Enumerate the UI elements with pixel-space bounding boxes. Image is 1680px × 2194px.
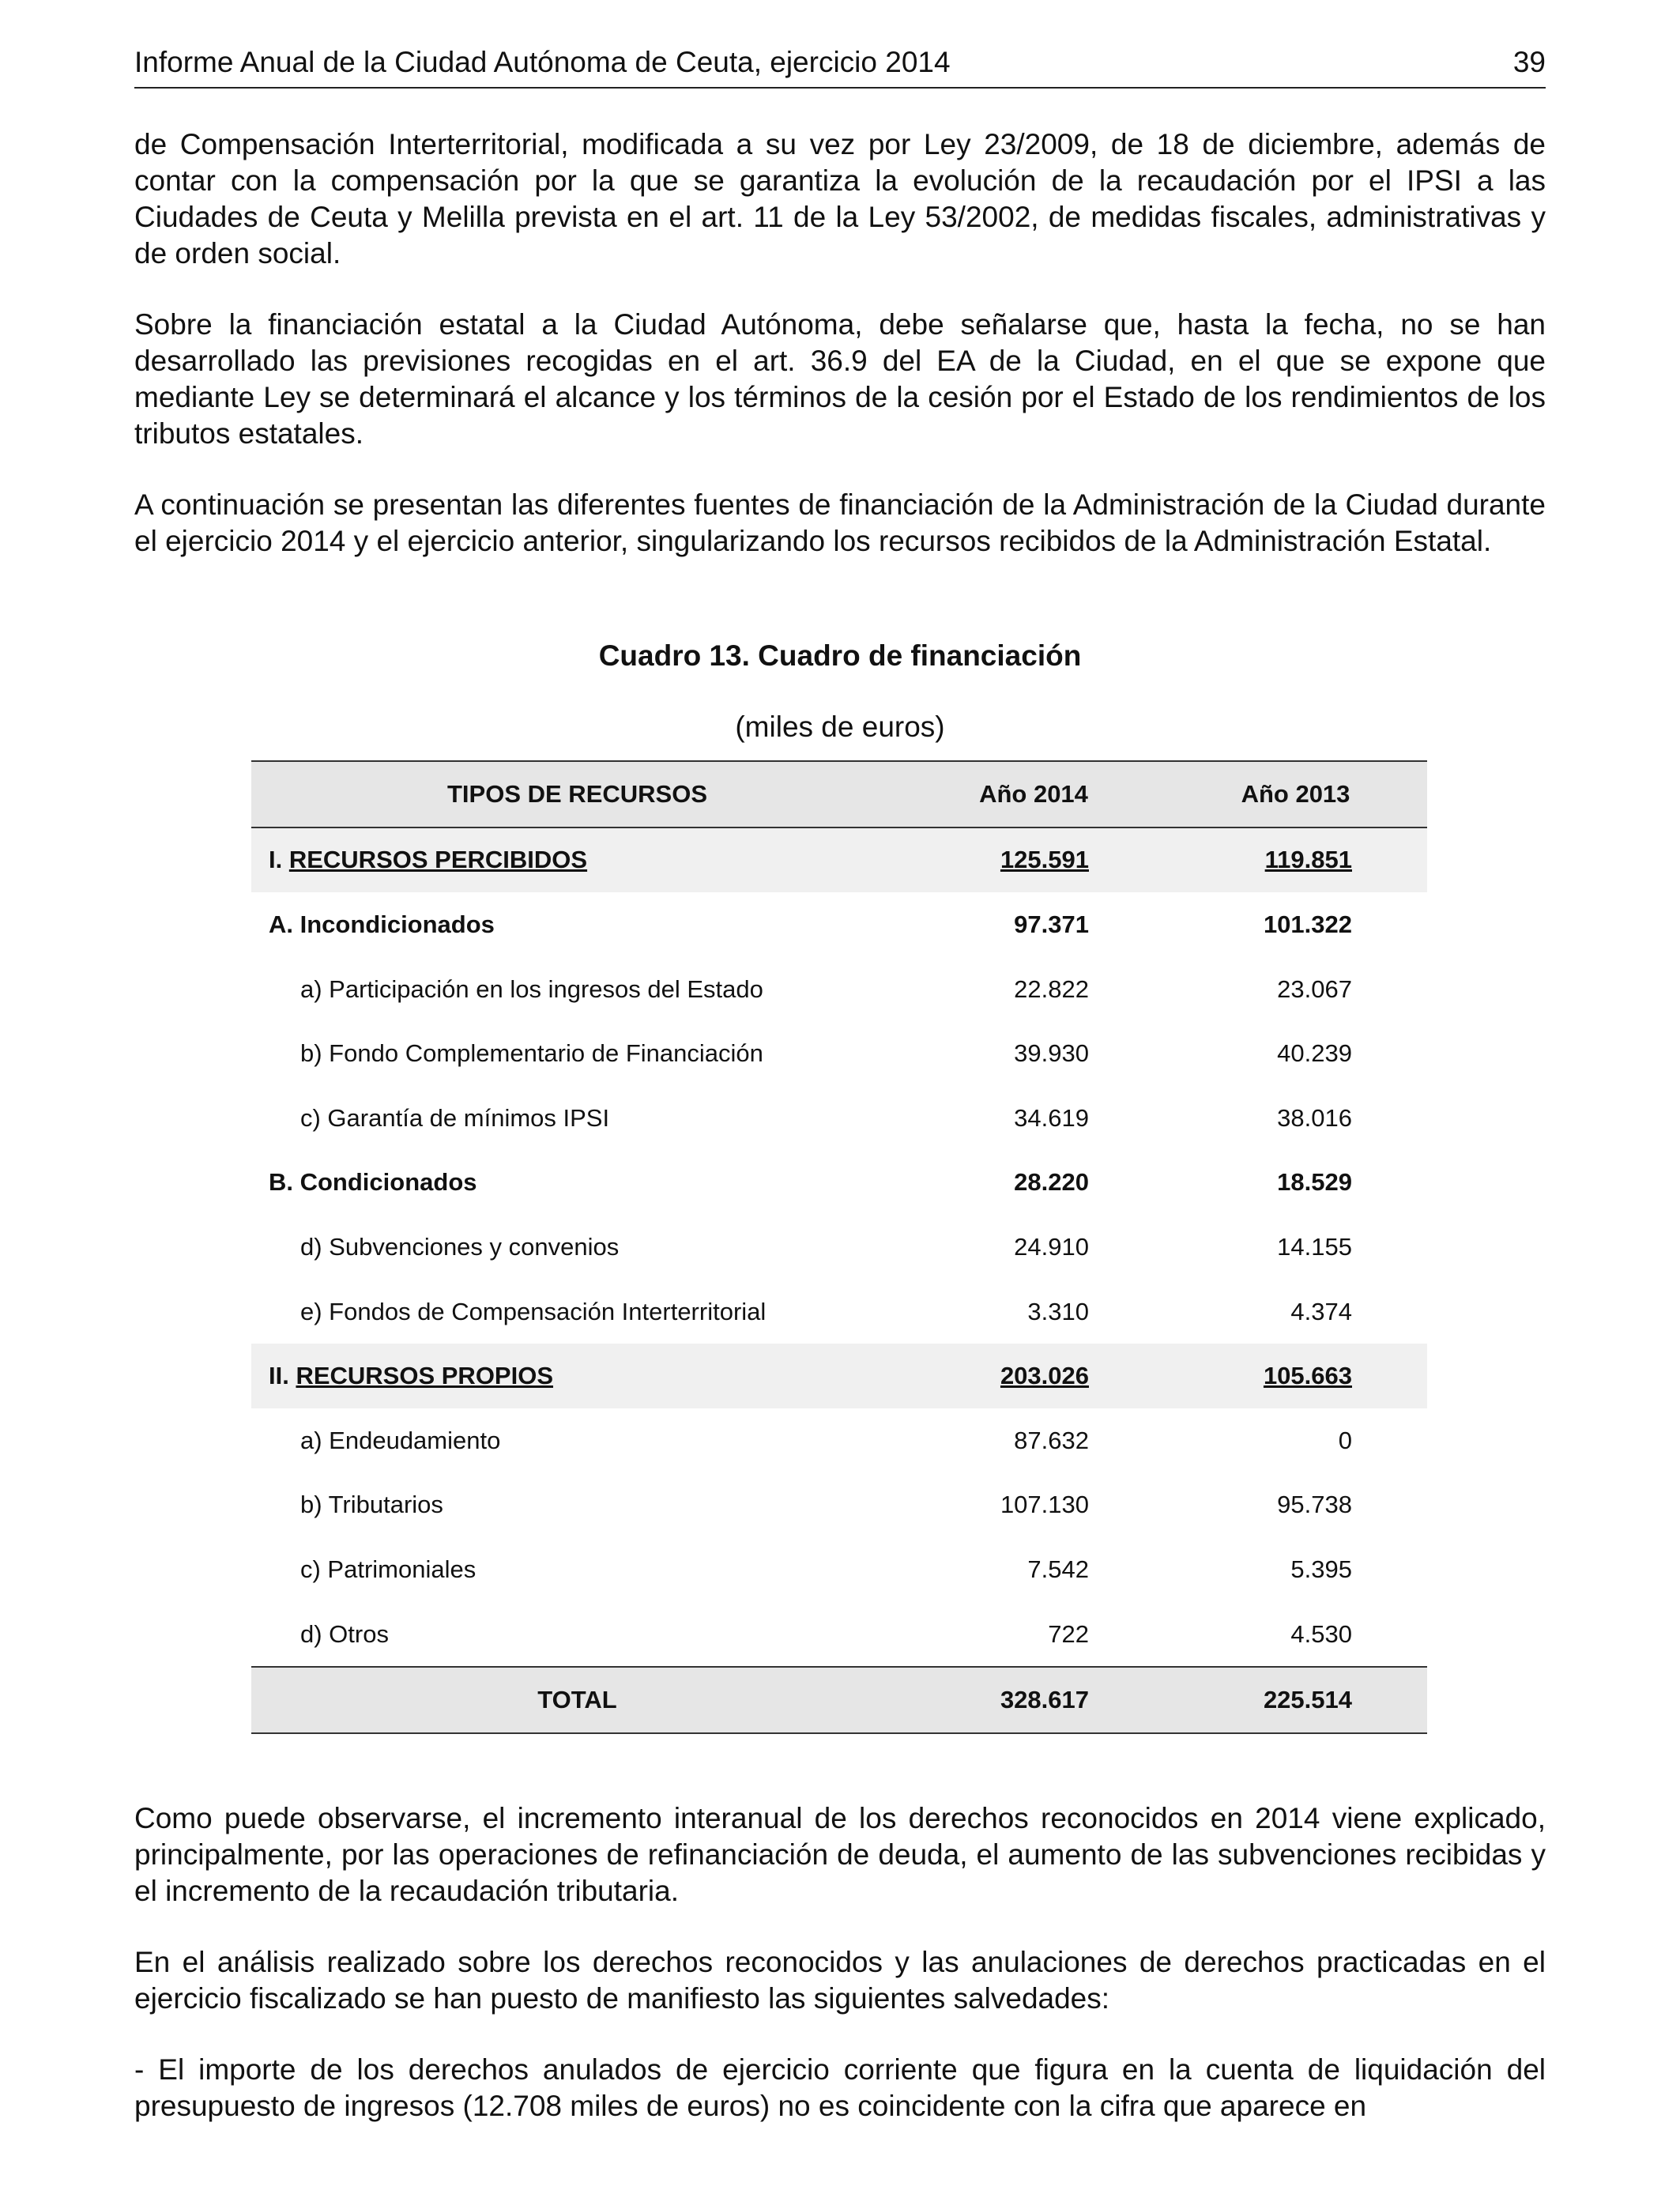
row-prefix: II.: [269, 1362, 296, 1390]
table-caption: Cuadro 13. Cuadro de financiación: [598, 639, 1082, 672]
value-2014: [903, 1344, 1164, 1408]
row-label: B. Condicionados: [269, 1168, 477, 1197]
header-2014: Año 2014: [903, 761, 1164, 827]
row-label-text: RECURSOS PROPIOS: [296, 1362, 554, 1390]
page-header: [134, 46, 1546, 89]
table-row: [251, 827, 1427, 893]
value-2013: 0: [1338, 1426, 1352, 1454]
value-2013: [1164, 827, 1427, 893]
row-label: d) Otros: [300, 1619, 389, 1648]
row-prefix: I.: [269, 846, 289, 874]
row-label: c) Patrimoniales: [300, 1555, 477, 1583]
total-2013: 225.514: [1164, 1667, 1427, 1733]
table-row: [251, 1280, 1427, 1344]
value-2014: 3.310: [1027, 1297, 1089, 1325]
table-row: [251, 1602, 1427, 1668]
row-label: A. Incondicionados: [269, 910, 495, 938]
value-2014: 22.822: [1014, 974, 1089, 1003]
paragraph: Sobre la financiación estatal a la Ciudad Autónoma, debe señalarse que, hasta la fecha, no se han desarrollado las previsiones recogidas en el art. 36.9 del EA de la Ciudad, en el que se expone que mediante Ley se determinará el alcance y los términos de la cesión por el Estado de los rendimientos de los tributos estatales.: [134, 308, 1546, 450]
value-2013: [1164, 1344, 1427, 1408]
paragraph: En el análisis realizado sobre los derechos reconocidos y las anulaciones de derechos practicadas en el ejercicio fiscalizado se han puesto de manifiesto las siguientes salvedades:: [134, 1946, 1546, 2015]
value-2013: 18.529: [1277, 1168, 1352, 1197]
value-2013: 95.738: [1277, 1491, 1352, 1519]
header-tipos: TIPOS DE RECURSOS: [251, 761, 903, 827]
table-row: [251, 892, 1427, 957]
table-row: [251, 1408, 1427, 1473]
paragraph: de Compensación Interterritorial, modificada a su vez por Ley 23/2009, de 18 de diciembre, además de contar con la compensación por la que se garantiza la evolución de la recaudación por el IPSI a las Ciudades de Ceuta y Melilla prevista en el art. 11 de la Ley 53/2002, de medidas fiscales, administrativas y de orden social.: [134, 128, 1546, 270]
page-number: 39: [1512, 46, 1546, 78]
table-row: [251, 1537, 1427, 1602]
value-2014: 7.542: [1027, 1555, 1089, 1583]
value-2014: 39.930: [1014, 1039, 1089, 1068]
row-label-text: RECURSOS PERCIBIDOS: [288, 846, 588, 874]
value-text: 203.026: [1000, 1362, 1089, 1390]
value-2013: 38.016: [1277, 1103, 1352, 1132]
value-text: 125.591: [1000, 846, 1089, 874]
table-row: [251, 957, 1427, 1022]
value-text: 119.851: [1264, 846, 1352, 874]
row-label: c) Garantía de mínimos IPSI: [300, 1103, 610, 1132]
table-subcaption: (miles de euros): [735, 711, 945, 743]
paragraph: A continuación se presentan las diferentes fuentes de financiación de la Administración de la Ciudad durante el ejercicio 2014 y el ejercicio anterior, singularizando los recursos recibidos de la Administración Estatal.: [134, 488, 1546, 557]
total-label: TOTAL: [251, 1667, 903, 1733]
row-label: a) Participación en los ingresos del Estado: [300, 974, 763, 1003]
paragraph: Como puede observarse, el incremento interanual de los derechos reconocidos en 2014 viene explicado, principalmente, por las operaciones de refinanciación de deuda, el aumento de las subvenciones recibidas y el incremento de la recaudación tributaria.: [134, 1802, 1546, 1907]
value-text: 105.663: [1263, 1362, 1352, 1390]
table-total-row: [251, 1667, 1427, 1733]
row-label: d) Subvenciones y convenios: [300, 1232, 620, 1261]
table-row: [251, 1151, 1427, 1216]
row-label: b) Tributarios: [300, 1491, 443, 1519]
value-2014: 28.220: [1014, 1168, 1089, 1197]
value-2013: 101.322: [1263, 910, 1352, 938]
value-2014: 87.632: [1014, 1426, 1089, 1454]
total-2014: 328.617: [903, 1667, 1164, 1733]
table-row: [251, 1086, 1427, 1151]
value-2013: 4.374: [1290, 1297, 1352, 1325]
value-2013: 5.395: [1290, 1555, 1352, 1583]
table-row: [251, 1473, 1427, 1538]
body-before-table: [134, 126, 1546, 594]
value-2013: 23.067: [1277, 974, 1352, 1003]
value-2014: 107.130: [1000, 1491, 1089, 1519]
value-2014: 722: [1048, 1619, 1089, 1648]
value-2014: [903, 827, 1164, 893]
table-row: [251, 1344, 1427, 1408]
row-label: e) Fondos de Compensación Interterritorial: [300, 1297, 767, 1325]
row-label: b) Fondo Complementario de Financiación: [300, 1039, 763, 1068]
value-2013: 4.530: [1290, 1619, 1352, 1648]
table-row: [251, 1021, 1427, 1086]
paragraph: - El importe de los derechos anulados de ejercicio corriente que figura en la cuenta de liquidación del presupuesto de ingresos (12.708 miles de euros) no es coincidente con la cifra que aparece en: [134, 2053, 1546, 2122]
row-label: a) Endeudamiento: [300, 1426, 501, 1454]
value-2013: 14.155: [1277, 1232, 1352, 1261]
financing-table: [251, 760, 1427, 1734]
table-row: [251, 1215, 1427, 1280]
table-header-row: [251, 761, 1427, 827]
row-label: [251, 1344, 903, 1408]
row-label: [251, 827, 903, 893]
header-2013: Año 2013: [1164, 761, 1427, 827]
financing-table-block: [134, 632, 1546, 1714]
value-2014: 34.619: [1014, 1103, 1089, 1132]
header-title: Informe Anual de la Ciudad Autónoma de Ceuta, ejercicio 2014: [134, 46, 951, 78]
value-2013: 40.239: [1277, 1039, 1352, 1068]
value-2014: 97.371: [1014, 910, 1089, 938]
value-2014: 24.910: [1014, 1232, 1089, 1261]
body-after-table: [134, 1800, 1546, 2159]
